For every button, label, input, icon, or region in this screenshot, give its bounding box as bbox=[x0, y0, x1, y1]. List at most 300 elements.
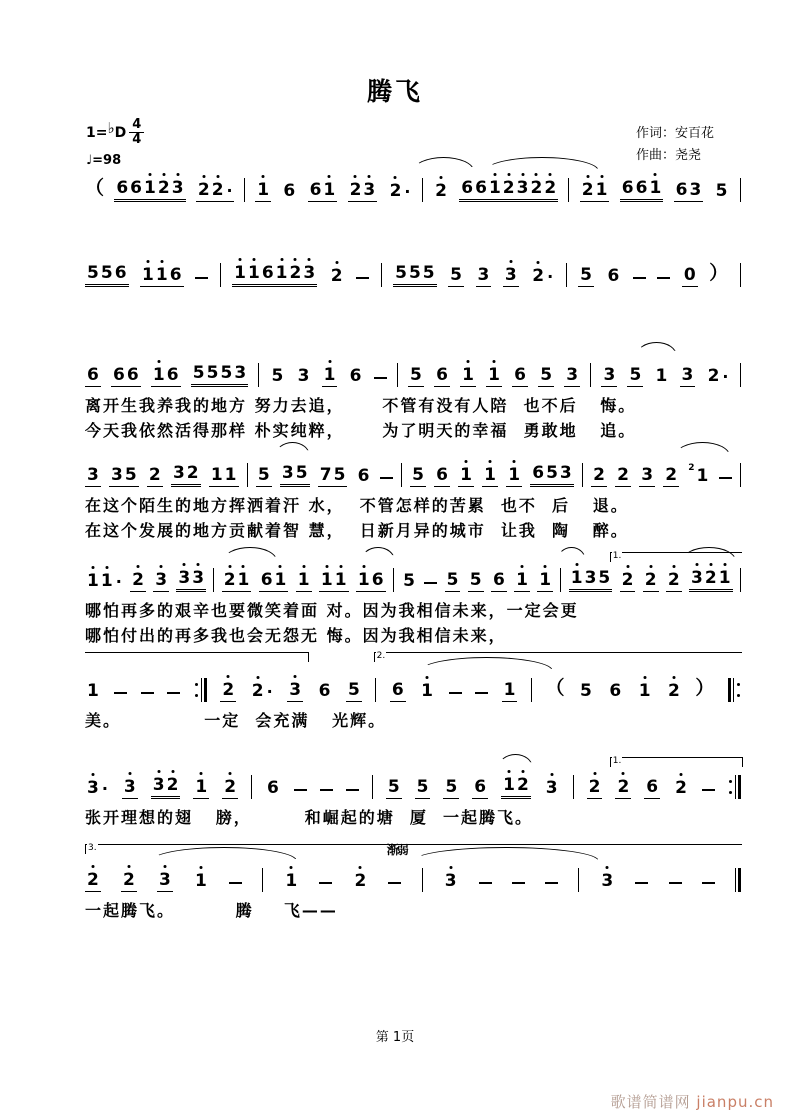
octave-dot bbox=[507, 173, 510, 176]
note-group bbox=[85, 780, 109, 799]
notation-row bbox=[85, 558, 741, 592]
lyric-line: 哪怕再多的艰辛也要微笑着面 对。因为我相信未来，一定会更 bbox=[85, 601, 579, 620]
barline bbox=[422, 178, 423, 202]
note-group bbox=[393, 265, 437, 287]
note-group bbox=[644, 779, 660, 799]
note-group bbox=[544, 780, 560, 799]
note-group bbox=[578, 683, 594, 702]
note-digit: 2 bbox=[86, 872, 100, 889]
note-digit: 6 bbox=[635, 178, 648, 198]
octave-dot bbox=[622, 772, 625, 775]
octave-dot bbox=[279, 565, 282, 568]
note-digit: 6 bbox=[267, 778, 279, 798]
note-digit: 6 bbox=[283, 181, 296, 201]
note-digit: 2 bbox=[211, 182, 225, 199]
note-digit: 3 bbox=[362, 182, 376, 199]
note-digit: 1 bbox=[483, 467, 497, 484]
note-group bbox=[564, 367, 580, 387]
note-digit: 3 bbox=[559, 463, 572, 483]
octave-dot bbox=[200, 772, 203, 775]
note-group bbox=[356, 572, 386, 592]
credits bbox=[636, 123, 714, 167]
notation-row bbox=[85, 353, 741, 387]
lyric-line: 离开生我养我的地方 努力去追， 不管有没有人陪 也不后 悔。 bbox=[85, 396, 637, 415]
barline bbox=[740, 568, 741, 592]
lyric-line: 在这个发展的地方贡献着智 慧， 日新月异的城市 让我 陶 醉。 bbox=[85, 521, 629, 540]
barline bbox=[531, 678, 532, 702]
note-digit: 6 bbox=[675, 180, 688, 200]
slur-arc bbox=[361, 547, 396, 561]
note-digit: 1 bbox=[320, 572, 334, 589]
octave-dot bbox=[239, 258, 242, 261]
note-digit: 2 bbox=[674, 780, 688, 797]
note-group bbox=[191, 365, 248, 387]
octave-dot bbox=[544, 565, 547, 568]
octave-dot bbox=[294, 675, 297, 678]
note-digit: 3 bbox=[234, 363, 247, 383]
note-group bbox=[673, 780, 689, 799]
note-group bbox=[714, 183, 730, 202]
octave-dot bbox=[654, 173, 657, 176]
note-group bbox=[222, 779, 238, 799]
barline bbox=[381, 263, 382, 287]
duration-dash bbox=[141, 692, 154, 694]
notation-row bbox=[85, 453, 741, 487]
lyric-line: 张开理想的翅 膀， 和崛起的塘 厦 一起腾飞。 bbox=[85, 808, 533, 827]
octave-dot bbox=[508, 770, 511, 773]
note-digit: 5 bbox=[450, 265, 462, 285]
note-group bbox=[193, 779, 209, 799]
note-group bbox=[502, 682, 518, 702]
note-group bbox=[390, 682, 406, 702]
note-digit: 6 bbox=[607, 266, 620, 286]
begin-repeat-barline bbox=[728, 678, 741, 702]
octave-dot bbox=[128, 772, 131, 775]
note-group bbox=[287, 682, 303, 702]
octave-dot bbox=[325, 565, 328, 568]
note-digit: 5 bbox=[220, 363, 233, 383]
note-digit: 2 bbox=[434, 183, 448, 200]
note-group bbox=[109, 467, 139, 487]
note-digit: 6 bbox=[116, 178, 129, 198]
note-group bbox=[601, 367, 617, 387]
note-digit: 2 bbox=[330, 268, 344, 285]
note-group bbox=[482, 467, 498, 487]
note-digit: 5 bbox=[546, 463, 558, 483]
octave-dot bbox=[183, 563, 186, 566]
note-group bbox=[255, 182, 271, 202]
song-title: 腾飞 bbox=[366, 77, 423, 106]
note-group bbox=[222, 572, 252, 592]
duration-dash bbox=[449, 692, 462, 694]
end-repeat-barline bbox=[194, 678, 207, 702]
barline bbox=[733, 678, 734, 702]
note-digit: 1 bbox=[655, 366, 668, 386]
volta-bracket bbox=[85, 652, 309, 662]
note-digit: 0 bbox=[683, 265, 696, 285]
octave-dot bbox=[163, 865, 166, 868]
note-digit: 2 bbox=[617, 465, 629, 485]
note-digit: 5 bbox=[446, 570, 459, 590]
note-group bbox=[114, 180, 185, 202]
octave-dot bbox=[672, 676, 675, 679]
barline bbox=[735, 775, 736, 799]
barline bbox=[375, 678, 376, 702]
duration-dash bbox=[388, 882, 401, 884]
note-group bbox=[476, 267, 492, 287]
octave-dot bbox=[575, 563, 578, 566]
note-group bbox=[111, 367, 141, 387]
note-group bbox=[322, 367, 338, 387]
duration-dash bbox=[512, 882, 525, 884]
slur-arc bbox=[636, 342, 677, 356]
octave-dot bbox=[368, 175, 371, 178]
duration-dash bbox=[719, 477, 732, 479]
note-digit: 6 bbox=[349, 366, 362, 386]
note-digit: 5 bbox=[271, 366, 284, 386]
barline bbox=[393, 568, 394, 592]
key-note: D bbox=[114, 124, 127, 141]
octave-dot bbox=[521, 565, 524, 568]
note-digit: 2 bbox=[157, 180, 171, 197]
note-digit: 1 bbox=[86, 573, 100, 590]
note-group bbox=[85, 265, 129, 287]
note-digit: 1 bbox=[459, 467, 473, 484]
octave-dot bbox=[709, 563, 712, 566]
note-digit: 2 bbox=[516, 777, 530, 794]
note-digit: 1 bbox=[570, 570, 584, 587]
duration-dash bbox=[356, 277, 369, 279]
note-digit: 1 bbox=[155, 267, 169, 284]
note-digit: 1 bbox=[515, 572, 529, 589]
note-digit: 5 bbox=[469, 570, 482, 590]
note-digit: 1 bbox=[210, 465, 223, 485]
octave-dot bbox=[335, 261, 338, 264]
note-digit: 5 bbox=[333, 465, 346, 485]
augmentation-dot: · bbox=[547, 267, 554, 286]
note-digit: 6 bbox=[261, 263, 274, 283]
octave-dot bbox=[290, 866, 293, 869]
duration-dash bbox=[635, 882, 648, 884]
note-group bbox=[348, 368, 364, 387]
note-group bbox=[512, 367, 528, 387]
note-group bbox=[606, 268, 622, 287]
octave-dot bbox=[262, 175, 265, 178]
note-group bbox=[687, 463, 710, 487]
lyric-line: 今天我依然活得那样 朴实纯粹， 为了明天的幸福 勇敢地 追。 bbox=[85, 421, 637, 440]
note-group bbox=[319, 572, 349, 592]
parenthesis: ） bbox=[695, 677, 715, 699]
key-signature-block bbox=[86, 118, 144, 168]
note-group bbox=[460, 367, 476, 387]
note-digit: 5 bbox=[395, 263, 407, 283]
note-digit: 3 bbox=[288, 682, 302, 699]
note-group bbox=[147, 467, 163, 487]
octave-dot bbox=[157, 360, 160, 363]
note-digit: 5 bbox=[257, 465, 270, 485]
note-digit: 1 bbox=[322, 182, 336, 199]
note-group bbox=[220, 682, 236, 702]
volta-label: 1. bbox=[612, 756, 622, 766]
note-group bbox=[501, 777, 531, 799]
note-digit: 3 bbox=[87, 465, 99, 485]
note-digit: 6 bbox=[166, 365, 179, 385]
music-system bbox=[85, 756, 741, 828]
note-digit: 1 bbox=[256, 182, 270, 199]
note-group bbox=[578, 267, 594, 287]
note-digit: 2 bbox=[223, 779, 237, 796]
music-system bbox=[85, 551, 741, 646]
note-digit: 1 bbox=[143, 180, 157, 197]
note-group bbox=[448, 267, 464, 287]
note-group bbox=[121, 872, 137, 892]
note-digit: 3 bbox=[641, 465, 654, 485]
grace-note: 2 bbox=[688, 463, 695, 473]
note-digit: 6 bbox=[436, 365, 448, 385]
note-digit: 5 bbox=[408, 263, 421, 283]
note-digit: 5 bbox=[347, 680, 360, 700]
note-group bbox=[503, 267, 519, 287]
octave-dot bbox=[227, 675, 230, 678]
octave-dot bbox=[600, 175, 603, 178]
note-group bbox=[537, 572, 553, 592]
slur-arc bbox=[413, 157, 474, 171]
note-group bbox=[434, 467, 450, 487]
note-group bbox=[151, 777, 181, 799]
note-digit: 3 bbox=[681, 365, 694, 385]
barline bbox=[251, 775, 252, 799]
barline bbox=[220, 263, 221, 287]
lyric-line: 哪怕付出的再多我也会无怨无 悔。因为我相信未来， bbox=[85, 626, 507, 645]
barline bbox=[590, 363, 591, 387]
note-group bbox=[569, 570, 613, 592]
note-digit: 5 bbox=[579, 681, 592, 701]
duration-dash bbox=[294, 789, 307, 791]
note-group bbox=[308, 182, 338, 202]
note-digit: 1 bbox=[297, 572, 311, 589]
lyricist: 作词：安百花 bbox=[636, 126, 715, 141]
barline bbox=[401, 463, 402, 487]
note-digit: 5 bbox=[580, 265, 593, 285]
note-group bbox=[256, 467, 272, 487]
note-group bbox=[171, 465, 201, 487]
barline bbox=[578, 868, 579, 892]
slur-arc bbox=[485, 157, 599, 171]
note-group bbox=[296, 572, 312, 592]
note-digit: 2 bbox=[131, 572, 145, 589]
note-digit: 2 bbox=[223, 572, 237, 589]
note-digit: 2 bbox=[644, 572, 658, 589]
octave-dot bbox=[202, 175, 205, 178]
note-digit: 2 bbox=[389, 183, 403, 200]
note-digit: 1 bbox=[87, 681, 99, 701]
augmentation-dot: · bbox=[115, 572, 122, 591]
parenthesis: （ bbox=[85, 177, 105, 199]
octave-dot bbox=[162, 173, 165, 176]
music-system bbox=[85, 168, 741, 202]
octave-dot bbox=[216, 175, 219, 178]
octave-dot bbox=[328, 175, 331, 178]
duration-dash bbox=[229, 882, 242, 884]
note-digit: 6 bbox=[114, 263, 127, 283]
note-group bbox=[637, 683, 653, 702]
note-digit: 1 bbox=[538, 572, 552, 589]
note-group bbox=[706, 368, 730, 387]
note-group bbox=[265, 780, 281, 799]
slur-arc bbox=[275, 442, 310, 456]
note-digit: 5 bbox=[192, 363, 205, 383]
barline bbox=[566, 263, 567, 287]
note-digit: 2 bbox=[581, 182, 595, 199]
note-digit: 1 bbox=[638, 683, 652, 700]
octave-dot bbox=[467, 360, 470, 363]
note-digit: 5 bbox=[410, 365, 422, 385]
note-digit: 6 bbox=[126, 365, 139, 385]
note-digit: 1 bbox=[275, 265, 289, 282]
composer: 作曲：尧尧 bbox=[636, 148, 702, 164]
duration-dash bbox=[195, 277, 208, 279]
octave-dot bbox=[294, 258, 297, 261]
octave-dot bbox=[146, 260, 149, 263]
note-digit: 6 bbox=[609, 681, 622, 701]
note-digit: 2 bbox=[529, 180, 543, 197]
note-digit: 3 bbox=[689, 180, 702, 200]
lyric-line: 一起腾飞。 腾 飞—— bbox=[85, 901, 338, 920]
note-group bbox=[410, 467, 426, 487]
octave-dot bbox=[228, 565, 231, 568]
note-group bbox=[486, 367, 502, 387]
note-digit: 1 bbox=[247, 265, 261, 282]
note-digit: 2 bbox=[667, 572, 681, 589]
note-digit: 2 bbox=[289, 265, 303, 282]
octave-dot bbox=[537, 261, 540, 264]
note-digit: 6 bbox=[371, 570, 384, 590]
barline bbox=[738, 775, 741, 799]
octave-dot bbox=[440, 176, 443, 179]
note-digit: 3 bbox=[281, 463, 294, 483]
note-group bbox=[419, 683, 435, 702]
note-group bbox=[140, 267, 184, 287]
barline bbox=[262, 868, 263, 892]
barline bbox=[735, 868, 736, 892]
note-group bbox=[514, 572, 530, 592]
octave-dot bbox=[91, 773, 94, 776]
note-digit: 3 bbox=[152, 777, 166, 794]
note-digit: 3 bbox=[516, 180, 530, 197]
note-group bbox=[130, 572, 146, 592]
octave-dot bbox=[229, 772, 232, 775]
note-digit: 1 bbox=[357, 572, 371, 589]
note-digit: 6 bbox=[357, 466, 370, 486]
note-digit: 6 bbox=[130, 178, 143, 198]
note-group bbox=[443, 779, 459, 799]
octave-dot bbox=[493, 173, 496, 176]
barline bbox=[740, 263, 741, 287]
note-digit: 5 bbox=[87, 263, 99, 283]
octave-dot bbox=[199, 866, 202, 869]
note-digit: 1 bbox=[237, 572, 251, 589]
note-digit: 3 bbox=[545, 780, 559, 797]
note-digit: 3 bbox=[177, 570, 191, 587]
note-digit: 2 bbox=[186, 463, 199, 483]
barline bbox=[244, 178, 245, 202]
octave-dot bbox=[339, 565, 342, 568]
octave-dot bbox=[449, 866, 452, 869]
music-system bbox=[85, 353, 741, 441]
barline bbox=[728, 678, 731, 702]
note-group bbox=[352, 873, 368, 892]
barline bbox=[740, 463, 741, 487]
note-digit: 3 bbox=[191, 570, 205, 587]
octave-dot bbox=[280, 258, 283, 261]
note-digit: 5 bbox=[124, 465, 137, 485]
time-signature-top: 4 bbox=[129, 118, 144, 133]
octave-dot bbox=[586, 175, 589, 178]
note-group bbox=[415, 779, 431, 799]
flat-sign: ♭ bbox=[107, 118, 115, 137]
duration-dash bbox=[479, 882, 492, 884]
octave-dot bbox=[680, 773, 683, 776]
notation-row bbox=[85, 668, 741, 702]
note-digit: 2 bbox=[667, 683, 681, 700]
note-digit: 6 bbox=[646, 777, 659, 797]
octave-dot bbox=[137, 565, 140, 568]
octave-dot bbox=[549, 173, 552, 176]
time-signature bbox=[129, 118, 144, 148]
note-group bbox=[151, 367, 181, 387]
note-group bbox=[491, 572, 507, 592]
octave-dot bbox=[394, 176, 397, 179]
octave-dot bbox=[354, 175, 357, 178]
repeat-dots bbox=[195, 683, 198, 697]
note-digit: 3 bbox=[444, 873, 458, 890]
barline bbox=[397, 363, 398, 387]
note-group bbox=[654, 368, 670, 387]
volta-label: 3. bbox=[88, 843, 97, 853]
note-group bbox=[615, 467, 631, 487]
note-digit: 3 bbox=[123, 779, 137, 796]
barline bbox=[738, 868, 741, 892]
octave-dot bbox=[521, 173, 524, 176]
note-group bbox=[85, 573, 123, 592]
note-group bbox=[587, 779, 603, 799]
end-repeat-barline bbox=[728, 775, 741, 799]
note-group bbox=[538, 367, 554, 387]
note-group bbox=[318, 467, 348, 487]
octave-dot bbox=[308, 258, 311, 261]
duration-dash bbox=[374, 377, 387, 379]
note-group bbox=[445, 572, 461, 592]
note-digit: 6 bbox=[514, 365, 526, 385]
note-digit: 2 bbox=[502, 180, 516, 197]
volta-label: 1. bbox=[612, 551, 622, 561]
note-digit: 3 bbox=[504, 267, 518, 284]
note-group bbox=[85, 683, 101, 702]
duration-dash bbox=[702, 882, 715, 884]
note-digit: 1 bbox=[502, 777, 516, 794]
note-digit: 1 bbox=[233, 265, 247, 282]
note-digit: 1 bbox=[696, 466, 709, 486]
note-digit: 3 bbox=[86, 780, 100, 797]
final-barline bbox=[735, 868, 741, 892]
note-digit: 1 bbox=[152, 367, 166, 384]
page-number: 第 1页 bbox=[375, 1030, 415, 1045]
note-digit: 1 bbox=[503, 680, 516, 700]
note-group bbox=[620, 180, 664, 202]
octave-dot bbox=[465, 460, 468, 463]
note-digit: 3 bbox=[584, 568, 597, 588]
watermark-domain[interactable]: jianpu.cn bbox=[696, 1093, 774, 1111]
